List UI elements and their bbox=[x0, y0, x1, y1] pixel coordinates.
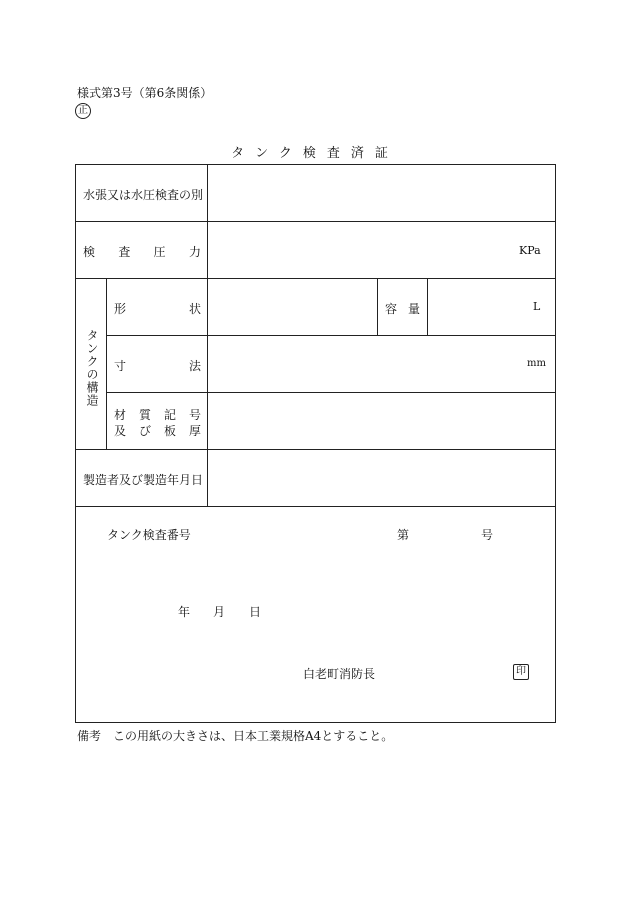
dimension-label: 寸 法 bbox=[114, 359, 201, 373]
material-label-line1: 材 質 記 号 bbox=[114, 408, 201, 422]
footnote: 備考 この用紙の大きさは、日本工業規格A4とすること。 bbox=[77, 729, 394, 743]
certificate-table bbox=[75, 164, 556, 723]
column-divider bbox=[207, 165, 208, 506]
row-divider bbox=[106, 392, 555, 393]
date-year: 年 bbox=[178, 605, 191, 619]
pressure-label: 検 査 圧 力 bbox=[83, 245, 201, 259]
form-number: 様式第3号（第6条関係） bbox=[77, 86, 213, 100]
seal-mark: 印 bbox=[513, 664, 529, 680]
row-divider bbox=[76, 278, 555, 279]
row-divider bbox=[106, 335, 555, 336]
row-divider bbox=[76, 506, 555, 507]
shape-label: 形 状 bbox=[114, 302, 201, 316]
structure-label: タンクの構造 bbox=[85, 329, 99, 407]
capacity-unit: L bbox=[533, 300, 541, 313]
maker-label: 製造者及び製造年月日 bbox=[83, 473, 204, 487]
document-title: タンク検査済証 bbox=[231, 146, 399, 161]
column-divider bbox=[427, 278, 428, 335]
dimension-unit: mm bbox=[527, 358, 546, 369]
row-divider bbox=[76, 449, 555, 450]
inspection-number-label: タンク検査番号 bbox=[107, 528, 191, 542]
number-suffix: 号 bbox=[481, 528, 494, 542]
row-divider bbox=[76, 221, 555, 222]
issuer-name: 白老町消防長 bbox=[303, 667, 376, 681]
water-test-label: 水張又は水圧検査の別 bbox=[83, 188, 204, 202]
date-month: 月 bbox=[213, 605, 226, 619]
column-divider bbox=[377, 278, 378, 335]
original-mark: 正 bbox=[75, 103, 91, 119]
number-prefix: 第 bbox=[397, 528, 410, 542]
column-divider bbox=[106, 278, 107, 449]
material-label-line2: 及 び 板 厚 bbox=[114, 424, 201, 438]
date-day: 日 bbox=[249, 605, 262, 619]
capacity-label: 容 量 bbox=[385, 302, 420, 316]
pressure-unit: KPa bbox=[519, 244, 541, 257]
